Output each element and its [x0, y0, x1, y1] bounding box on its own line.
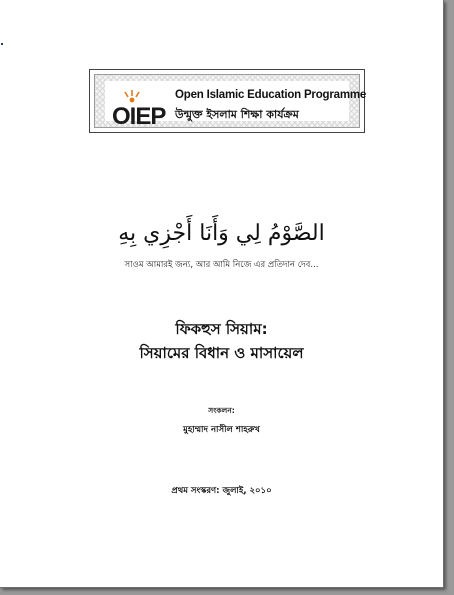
compiler-name: মুহাম্মাদ নাসীল শাহরুখ: [183, 425, 260, 435]
programme-banner: [89, 69, 365, 133]
banner-face: [105, 81, 367, 129]
verse-translation: সাওম আমারই জন্য, আর আমি নিজে এর প্রতিদান দেব...: [124, 260, 319, 270]
edition-info: প্রথম সংস্করণ: জুলাই, ২০১০: [171, 486, 272, 496]
programme-name-bn: উন্মুক্ত ইসলাম শিক্ষা কার্যক্রম: [175, 108, 299, 121]
arabic-verse: الصَّوْمُ لِي وَأَنَا أَجْزِي بِهِ: [118, 221, 325, 246]
logo-wordmark: OIEP: [112, 103, 166, 129]
oiep-logo: [111, 87, 171, 129]
logo-rays-icon: [125, 90, 139, 102]
book-title-line1: ফিকহুস সিয়াম:: [175, 320, 268, 338]
programme-name-en: Open Islamic Education Programme: [175, 89, 367, 101]
page-marker: [1, 43, 3, 45]
banner-frame: [94, 74, 367, 129]
compiler-label: সংকলন:: [208, 406, 235, 415]
book-title-line2: সিয়ামের বিধান ও মাসায়েল: [139, 344, 304, 362]
